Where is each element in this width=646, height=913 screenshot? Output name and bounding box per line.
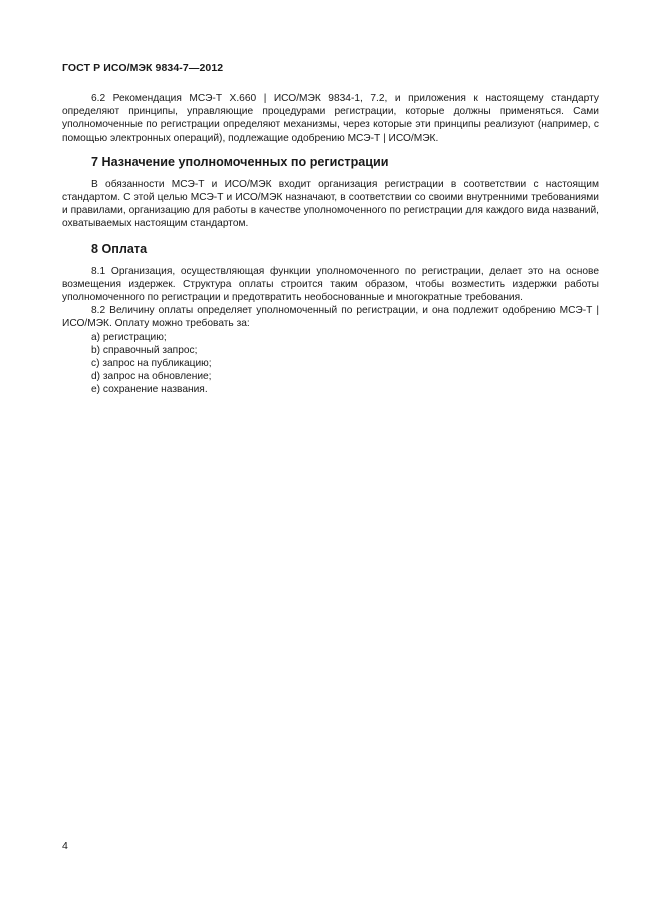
section-8-title: 8 Оплата (91, 241, 148, 256)
document-body (62, 92, 599, 397)
section-7-paragraph: В обязанности МСЭ-Т и ИСО/МЭК входит организация регистрации в соответствии с настоящим стандартом. С этой целью МСЭ-Т и ИСО/МЭК назначают, в соответствии со своими внутренними требованиями и правилами, организацию для работы в качестве уполномоченного по регистрации для каждого вида названий, охватываемых настоящим стандартом. (62, 178, 599, 230)
page-number: 4 (62, 840, 68, 852)
document-header: ГОСТ Р ИСО/МЭК 9834-7—2012 (62, 62, 224, 74)
payment-items-list (62, 331, 599, 397)
paragraph-6-2: 6.2 Рекомендация МСЭ-Т Х.660 | ИСО/МЭК 9834-1, 7.2, и приложения к настоящему стандарту определяют принципы, управляющие процедурами регистрации, которые должны применяться. Сами уполномоченные по регистрации определяют механизмы, через которые эти принципы реализуют (например, с помощью электронных операций), подлежащие одобрению МСЭ-Т | ИСО/МЭК. (62, 93, 599, 144)
list-item: e) сохранение названия. (91, 384, 208, 396)
list-item: a) регистрацию; (91, 331, 167, 343)
paragraph-8-2: 8.2 Величину оплаты определяет уполномоченный по регистрации, и она подлежит одобрению МСЭ-Т | ИСО/МЭК. Оплату можно требовать за: (62, 305, 599, 330)
list-item: b) справочный запрос; (91, 344, 198, 356)
list-item: d) запрос на обновление; (91, 371, 212, 383)
list-item: c) запрос на публикацию; (91, 358, 212, 370)
paragraph-8-1: 8.1 Организация, осуществляющая функции уполномоченного по регистрации, делает это на основе возмещения издержек. Структура оплаты строится таким образом, чтобы возместить издержки работы уполномоченного по регистрации и предотвратить необоснованные и многократные требования. (62, 265, 599, 304)
section-7-title: 7 Назначение уполномоченных по регистрации (91, 154, 389, 169)
